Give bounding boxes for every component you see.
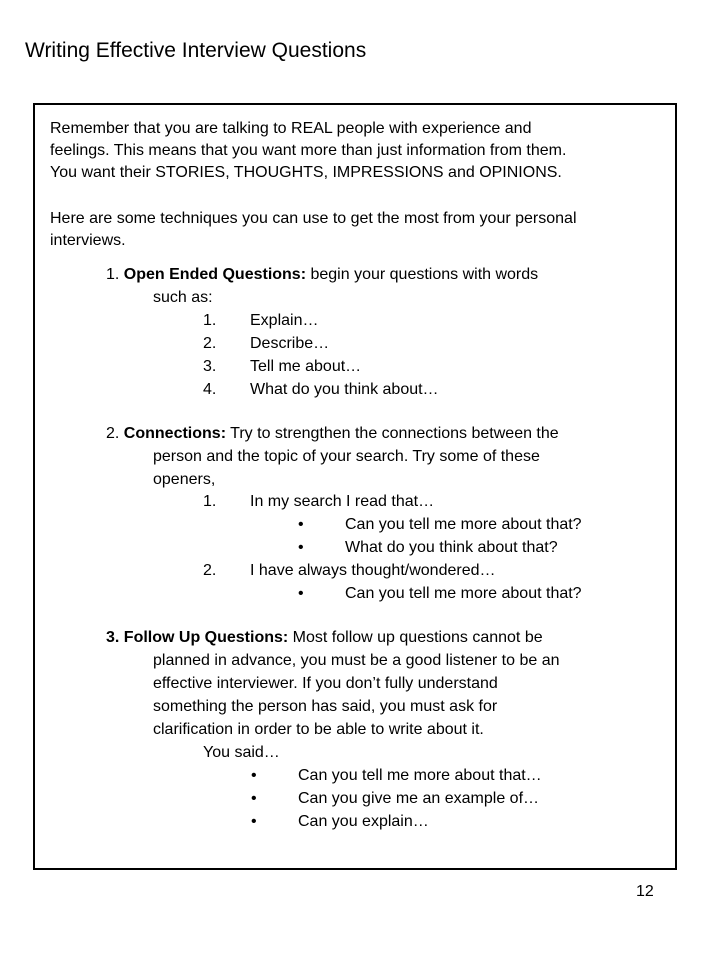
section-2-item-num: 2.: [203, 562, 217, 579]
section-1-item-num: 3.: [203, 358, 217, 375]
section-2-item-text: I have always thought/wondered…: [250, 562, 496, 579]
techniques-intro-line-1: Here are some techniques you can use to get the most from your personal: [50, 210, 577, 227]
section-1-item-text: What do you think about…: [250, 381, 439, 398]
section-1-item-num: 4.: [203, 381, 217, 398]
section-2-heading: Connections:: [123, 425, 227, 442]
section-3-you-said: You said…: [203, 744, 280, 761]
section-2-bullet-text: Can you tell me more about that?: [345, 585, 582, 602]
section-3-bullet-text: Can you give me an example of…: [298, 790, 540, 807]
intro-line-2: feelings. This means that you want more than just information from them.: [50, 142, 567, 159]
bullet: •: [251, 767, 257, 784]
section-2-text-1: Try to strengthen the connections between the: [226, 425, 559, 442]
page-title: Writing Effective Interview Questions: [25, 39, 367, 62]
section-3-text-2: planned in advance, you must be a good listener to be an: [153, 652, 560, 669]
bullet: •: [298, 516, 304, 533]
section-3-heading: 3. Follow Up Questions:: [106, 629, 289, 646]
section-1-text-2: such as:: [153, 289, 213, 306]
section-2-item-text: In my search I read that…: [250, 493, 435, 510]
bullet: •: [298, 539, 304, 556]
section-3-heading-line: [106, 627, 543, 648]
section-1-heading: Open Ended Questions:: [123, 266, 307, 283]
page-number: 12: [636, 883, 654, 900]
section-3-text-4: something the person has said, you must ask for: [153, 698, 498, 715]
section-2-text-3: openers,: [153, 471, 216, 488]
bullet: •: [251, 790, 257, 807]
section-1-item-text: Explain…: [250, 312, 319, 329]
intro-line-1: Remember that you are talking to REAL people with experience and: [50, 120, 532, 137]
bullet: •: [298, 585, 304, 602]
section-3-bullet-text: Can you explain…: [298, 813, 429, 830]
section-3-text-5: clarification in order to be able to write about it.: [153, 721, 484, 738]
section-1-text-1: begin your questions with words: [306, 266, 539, 283]
section-1-item-num: 2.: [203, 335, 217, 352]
techniques-intro-line-2: interviews.: [50, 232, 126, 249]
section-1-heading-line: [106, 264, 538, 285]
section-3-text-1: Most follow up questions cannot be: [288, 629, 543, 646]
section-1-item-text: Describe…: [250, 335, 330, 352]
section-2-text-2: person and the topic of your search. Try some of these: [153, 448, 540, 465]
section-2-bullet-text: What do you think about that?: [345, 539, 558, 556]
section-3-text-3: effective interviewer. If you don’t fully understand: [153, 675, 498, 692]
section-1-item-text: Tell me about…: [250, 358, 362, 375]
section-1-item-num: 1.: [203, 312, 217, 329]
section-2-bullet-text: Can you tell me more about that?: [345, 516, 582, 533]
section-2-number: 2.: [106, 425, 124, 442]
section-2-item-num: 1.: [203, 493, 217, 510]
section-2-heading-line: [106, 423, 559, 444]
bullet: •: [251, 813, 257, 830]
intro-line-3: You want their STORIES, THOUGHTS, IMPRESSIONS and OPINIONS.: [50, 164, 562, 181]
section-3-bullet-text: Can you tell me more about that…: [298, 767, 542, 784]
section-1-number: 1.: [106, 266, 124, 283]
